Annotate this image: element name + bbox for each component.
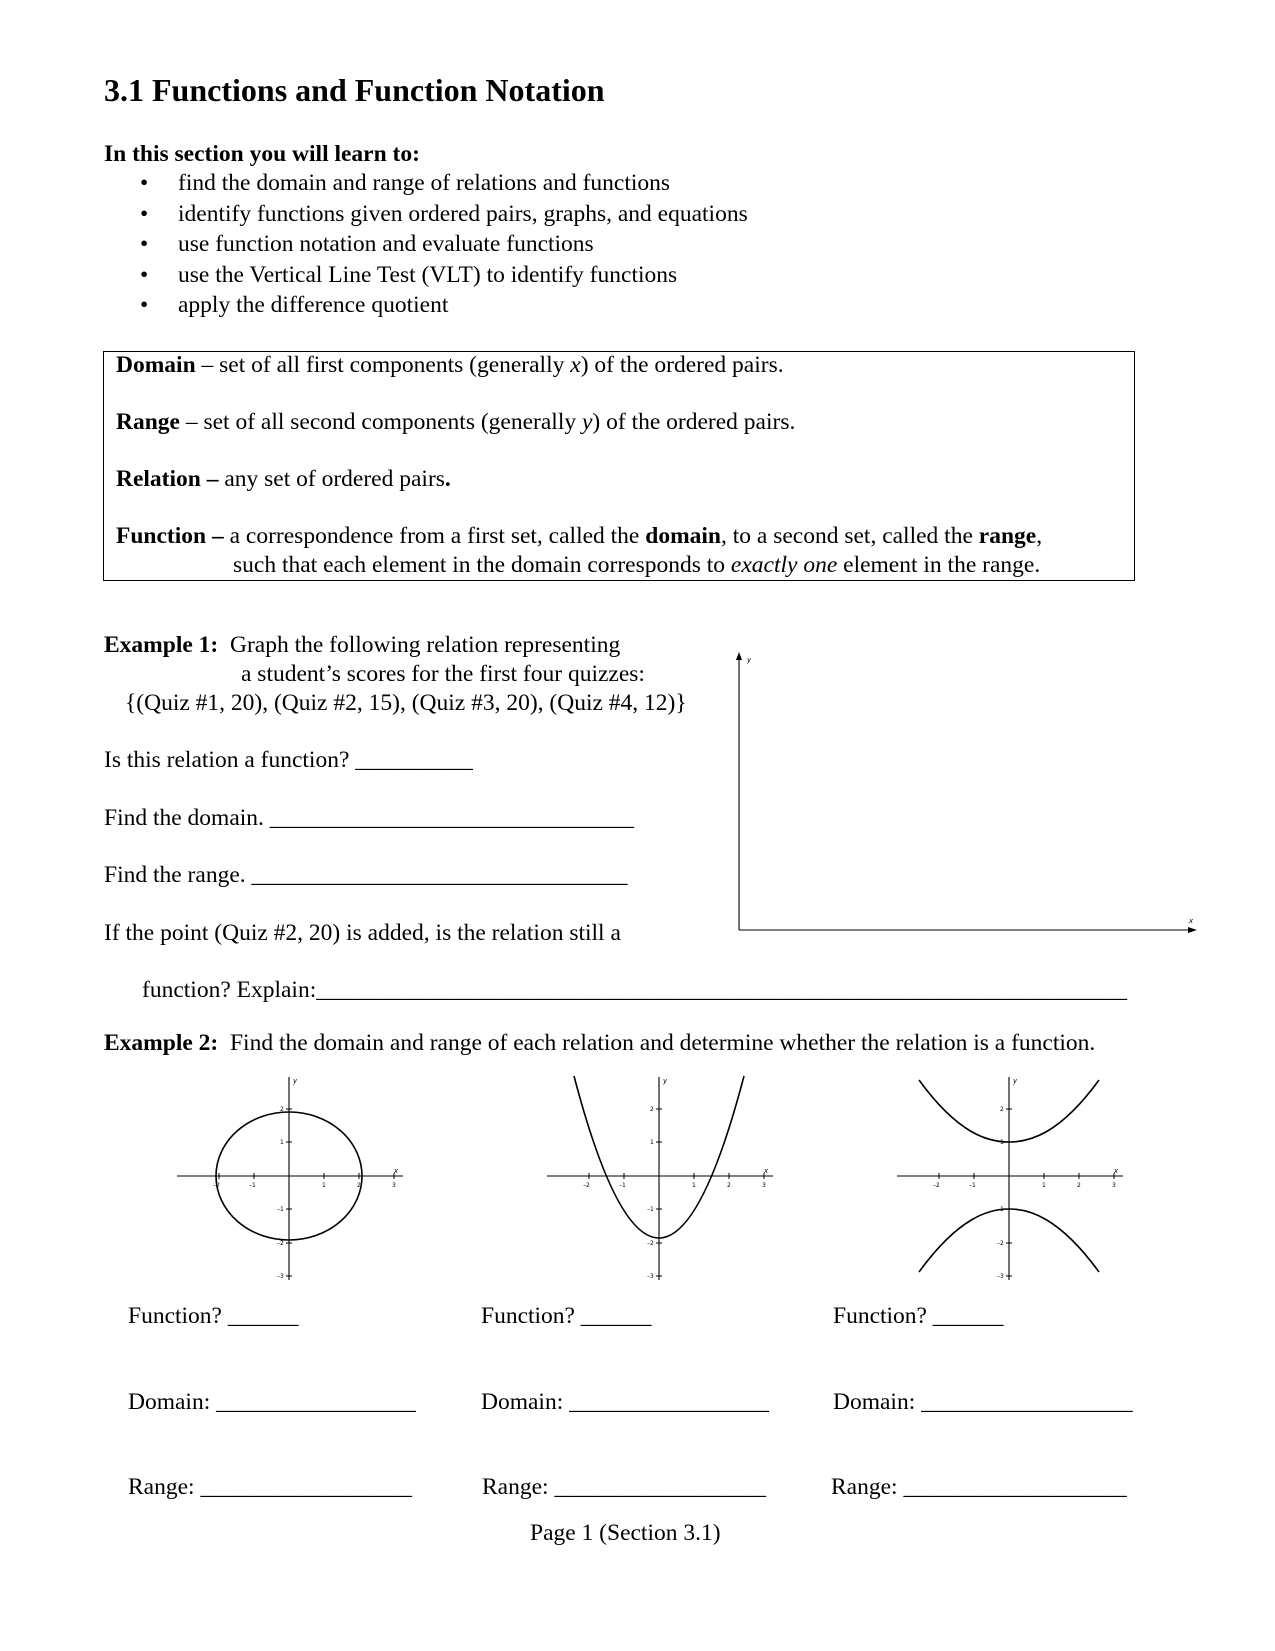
tick-label: –1 <box>277 1206 284 1213</box>
page-footer: Page 1 (Section 3.1) <box>530 1520 721 1546</box>
page-title: 3.1 Functions and Function Notation <box>104 72 605 108</box>
graph1-domain-question: Domain: _________________ <box>128 1389 416 1415</box>
example1-blank-axes <box>730 650 1200 940</box>
tick-label: 1 <box>692 1182 696 1189</box>
tick-label: 2 <box>1077 1182 1081 1189</box>
tick-label: –2 <box>277 1240 284 1247</box>
tick-label: 2 <box>1000 1106 1004 1113</box>
definition-relation: Relation – any set of ordered pairs. <box>116 466 451 492</box>
graph2-domain-question: Domain: _________________ <box>481 1389 769 1415</box>
objective-item: • use the Vertical Line Test (VLT) to identify functions <box>140 261 678 288</box>
y-axis-label: y <box>747 656 752 664</box>
example1-intro-line2: a student’s scores for the first four quizzes: <box>241 661 645 687</box>
tick-label: –3 <box>647 1273 654 1280</box>
graph1-range-question: Range: __________________ <box>128 1474 412 1500</box>
tick-label: 1 <box>1042 1182 1046 1189</box>
tick-label: –1 <box>619 1182 626 1189</box>
learn-heading: In this section you will learn to: <box>104 141 420 167</box>
graph2-function-question: Function? ______ <box>481 1303 652 1329</box>
x-axis-label: x <box>394 1167 399 1175</box>
definition-function-cont: such that each element in the domain corresponds to exactly one element in the range. <box>233 552 1041 578</box>
tick-label: 3 <box>762 1182 766 1189</box>
tick-label: –1 <box>997 1206 1004 1213</box>
definition-domain: Domain – set of all first components (generally x) of the ordered pairs. <box>116 352 784 378</box>
tick-label: –1 <box>249 1182 256 1189</box>
y-axis-arrow-icon <box>736 652 742 660</box>
tick-label: –1 <box>969 1182 976 1189</box>
tick-label: –2 <box>997 1240 1004 1247</box>
tick-label: 2 <box>650 1106 654 1113</box>
example1-question-added-point: If the point (Quiz #2, 20) is added, is the relation still a <box>104 920 621 946</box>
tick-label: 2 <box>357 1182 361 1189</box>
graph3-domain-question: Domain: __________________ <box>833 1389 1133 1415</box>
tick-label: –3 <box>997 1273 1004 1280</box>
y-axis-label: y <box>293 1077 298 1085</box>
tick-label: 2 <box>727 1182 731 1189</box>
tick-label: –1 <box>647 1206 654 1213</box>
x-axis-label: x <box>1114 1167 1119 1175</box>
tick-label: 3 <box>1112 1182 1116 1189</box>
tick-label: –2 <box>647 1240 654 1247</box>
example1-question-domain: Find the domain. _______________________________ <box>104 805 635 831</box>
tick-label: 1 <box>1000 1139 1004 1146</box>
tick-label: 1 <box>650 1139 654 1146</box>
definition-function: Function – a correspondence from a first set, called the domain, to a second set, called the range, <box>116 523 1043 549</box>
x-axis-arrow-icon <box>1188 927 1197 933</box>
definitions-box <box>103 351 1135 581</box>
tick-marks <box>589 1109 764 1276</box>
y-axis-label: y <box>1013 1077 1018 1085</box>
tick-label: –2 <box>583 1182 590 1189</box>
tick-label: –2 <box>213 1182 220 1189</box>
tick-label: 1 <box>322 1182 326 1189</box>
definition-range: Range – set of all second components (generally y) of the ordered pairs. <box>116 409 796 435</box>
tick-label: –3 <box>277 1273 284 1280</box>
axes <box>547 1077 773 1280</box>
example1-question-function: Is this relation a function? __________ <box>104 747 473 773</box>
graph2-range-question: Range: __________________ <box>482 1474 766 1500</box>
x-axis-label: x <box>764 1167 769 1175</box>
objective-item: • find the domain and range of relations and functions <box>140 170 671 196</box>
bullet-icon: • <box>140 261 149 288</box>
bullet-icon: • <box>140 200 149 227</box>
example2-graph-circle <box>175 1075 405 1285</box>
tick-label: 2 <box>280 1106 284 1113</box>
objective-item: • identify functions given ordered pairs, graphs, and equations <box>140 200 748 227</box>
y-axis-label: y <box>663 1077 668 1085</box>
graph1-function-question: Function? ______ <box>128 1303 299 1329</box>
bullet-icon: • <box>140 231 149 257</box>
example1-question-range: Find the range. ________________________________ <box>104 862 628 888</box>
tick-label: –2 <box>933 1182 940 1189</box>
graph3-function-question: Function? ______ <box>833 1303 1004 1329</box>
example1-set: {(Quiz #1, 20), (Quiz #2, 15), (Quiz #3, 20), (Quiz #4, 12)} <box>125 690 687 716</box>
graph3-range-question: Range: ___________________ <box>831 1474 1127 1500</box>
example1-intro: Example 1: Graph the following relation representing <box>104 632 621 658</box>
axes <box>897 1077 1123 1280</box>
tick-marks <box>939 1109 1114 1276</box>
bullet-icon: • <box>140 170 149 196</box>
tick-label: 1 <box>280 1139 284 1146</box>
objective-item: • use function notation and evaluate functions <box>140 231 594 257</box>
tick-marks <box>219 1109 394 1276</box>
bullet-icon: • <box>140 292 149 318</box>
axes <box>177 1077 403 1280</box>
objectives-list <box>140 168 748 321</box>
example2-intro: Example 2: Find the domain and range of each relation and determine whether the relation is a function. <box>104 1030 1096 1056</box>
tick-label: 3 <box>392 1182 396 1189</box>
example2-graph-parabola <box>545 1075 775 1285</box>
example2-graph-hyperbola <box>895 1075 1125 1285</box>
x-axis-label: x <box>1189 917 1194 925</box>
objective-item: • apply the difference quotient <box>140 292 449 318</box>
example1-question-explain: function? Explain:_____________________________________________________________________ <box>142 977 1127 1003</box>
